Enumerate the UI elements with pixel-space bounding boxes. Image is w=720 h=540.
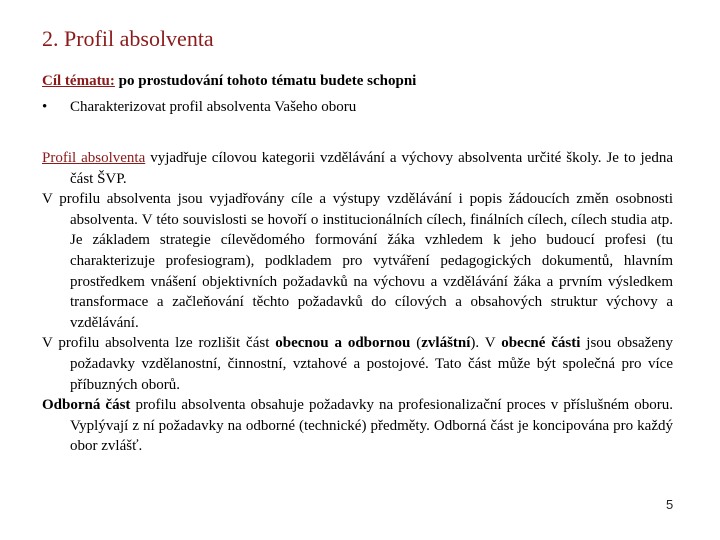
goal-line [42,72,416,90]
paragraph-text: vyjadřuje cílovou kategorii vzdělávání a výchovy absolventa určité školy. Je to jedna část ŠVP. [70,150,673,187]
paragraph-professional-part [42,395,673,457]
profile-term: Profil absolventa [42,150,146,166]
bold-term: obecnou a odbornou [275,335,411,352]
bullet-icon: • [42,99,48,115]
paragraph-profile-parts [42,333,673,395]
paragraph-profile-definition [42,148,673,189]
bullet-text: Charakterizovat profil absolventa Vašeho oboru [70,99,357,115]
page-number: 5 [666,497,674,512]
paragraph-text: V profilu absolventa jsou vyjadřovány cíle a výstupy vzdělávání i popis žádoucích změn osobnosti absolventa. V této souvislosti se hovoří o institucionálních cílech, finálních cílech, cílech studia atp. Je základem strategie cílevědomého formování žáka vzhledem k jeho budoucí profesi (tu charakterizuje profesiogram), podkladem pro vytváření pedagogických dokumentů, hlavním prostředkem vnášení objektivních požadavků na výchovu a vzdělávání žáka a prvním výsledkem transformace a začleňování těchto požadavků do cílových a obsahových struktur výchovy a vzdělávání. [42,191,673,331]
paragraph-text: V profilu absolventa lze rozlišit část [42,335,276,352]
goal-text: po prostudování tohoto tématu budete schopni [114,73,417,89]
paragraph-profile-goals [42,189,673,333]
paragraph-text: ( [410,335,422,352]
paragraph-text: jsou obsaženy požadavky vzdělanostní, činnostní, vztahové a postojové. Tato část může být společná pro více příbuzných oborů. [70,335,673,393]
paragraph-text: profilu absolventa obsahuje požadavky na profesionalizační proces v příslušném oboru. Vyplývají z ní požadavky na odborné (technické) předměty. Odborná část je koncipována pro každý obor zvlášť. [70,397,674,455]
bold-term: obecné části [501,335,581,352]
goal-label: Cíl tématu: [42,73,115,89]
paragraph-text: ). V [470,335,502,352]
slide-title: 2. Profil absolventa [42,26,214,51]
body-text [42,148,673,457]
bold-term: Odborná část [42,397,131,414]
bold-term: zvláštní [421,335,471,352]
bullet-item [42,98,356,116]
